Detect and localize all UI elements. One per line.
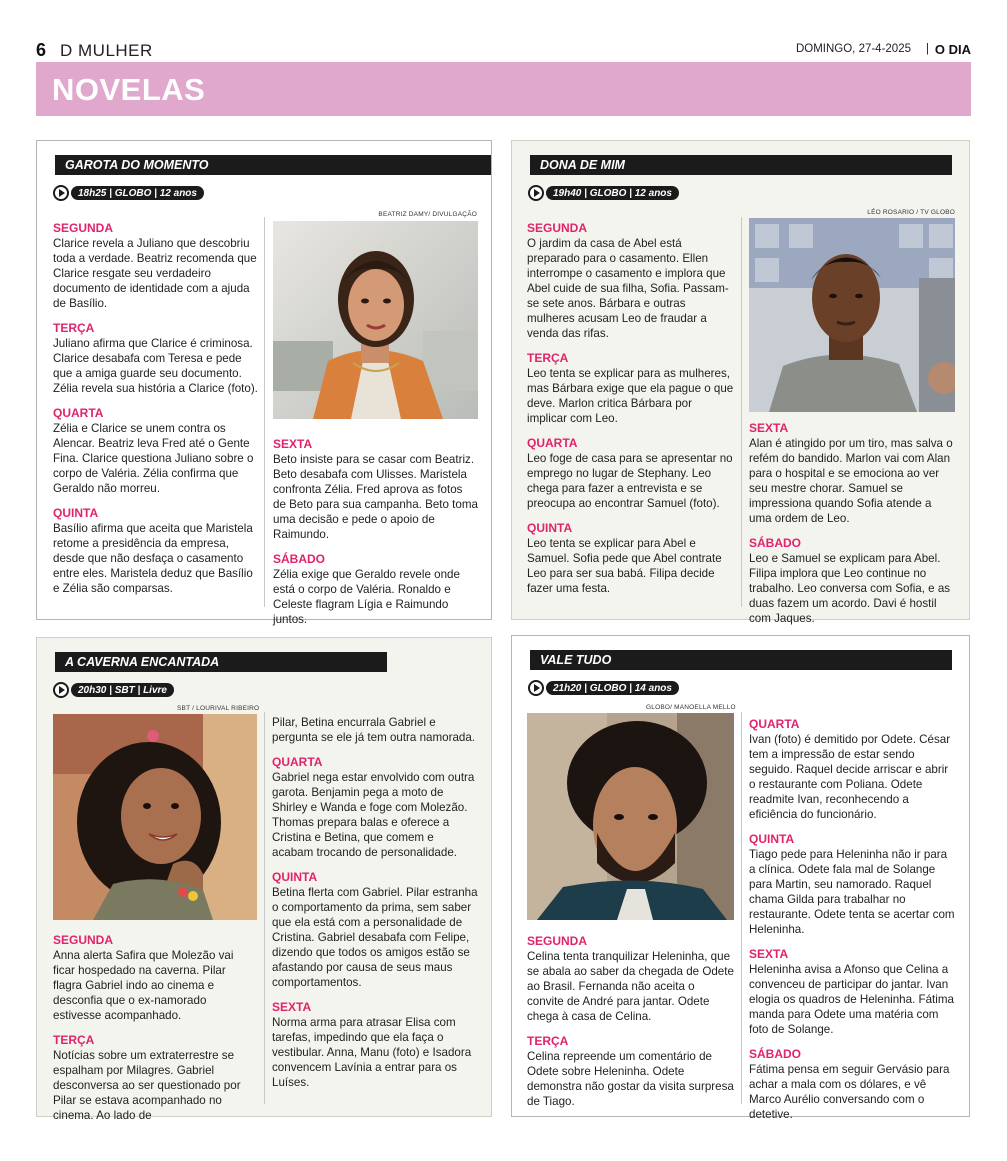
day-text: Fátima pensa em seguir Gervásio para achar a mala com os dólares, e vê Marco Aurélio conversando com o detetive. <box>749 1063 950 1121</box>
column-divider <box>264 217 265 607</box>
day-text: Leo tenta se explicar para as mulheres, mas Bárbara exige que ela pague o que deve. Marlon critica Bárbara por implicar com Leo. <box>527 367 734 425</box>
page-number: 6 <box>36 40 47 60</box>
page-header <box>36 40 971 60</box>
photo-credit: LÉO ROSARIO / TV GLOBO <box>867 209 955 216</box>
schedule-time: 18h25 | GLOBO | 12 anos <box>71 186 204 200</box>
day-label: QUARTA <box>272 755 323 769</box>
day-label: SÁBADO <box>273 552 326 566</box>
day-label: TERÇA <box>53 1033 95 1047</box>
day-label: SÁBADO <box>749 536 802 550</box>
day-label: SEXTA <box>749 947 789 961</box>
day-label: QUINTA <box>272 870 318 884</box>
day-label: QUARTA <box>749 717 800 731</box>
synopsis-column-right <box>749 421 955 626</box>
actress-photo <box>273 221 478 419</box>
day-label: QUARTA <box>53 406 104 420</box>
column-divider <box>741 712 742 1104</box>
synopsis-column-left <box>53 221 258 596</box>
day-text: Leo tenta se explicar para Abel e Samuel. Sofia pede que Abel contrate Leo para ser sua babá. Filipa decide fazer uma festa. <box>527 537 722 595</box>
day-label: QUINTA <box>749 832 795 846</box>
banner-title: NOVELAS <box>52 72 206 107</box>
day-label: SEGUNDA <box>527 221 588 235</box>
day-text: Zélia e Clarice se unem contra os Alencar. Beatriz leva Fred até o Gente Fina. Clarice questiona Juliano sobre o corpo de Valéria. Zélia confirma que Geraldo não morreu. <box>53 422 254 495</box>
novela-vale-tudo <box>511 635 970 1121</box>
day-label: TERÇA <box>527 1034 569 1048</box>
day-text: Celina tenta tranquilizar Heleninha, que se abala ao saber da chegada de Odete ao Brasil. Fernanda não aceita o convite de André para jantar. Odete chega à casa de Celina. <box>527 950 734 1023</box>
schedule-time: 21h20 | GLOBO | 14 anos <box>546 681 679 695</box>
day-text: Notícias sobre um extraterrestre se espalham por Milagres. Gabriel desconversa ao ser questionado por Pilar se estava acompanhado no cinema. Ao lado de <box>53 1049 241 1122</box>
novela-garota-do-momento <box>36 140 492 626</box>
day-label: SEXTA <box>273 437 313 451</box>
schedule-time: 20h30 | SBT | Livre <box>71 683 174 697</box>
column-divider <box>741 217 742 607</box>
day-text: O jardim da casa de Abel está preparado para o casamento. Ellen interrompe o casamento e implora que Abel cuide de sua filha, Sofia. Passam-se sete anos. Bárbara e outras mulheres acusam Leo de fraudar a venda das rifas. <box>527 237 729 340</box>
section-name: D MULHER <box>60 41 153 60</box>
day-text: Clarice revela a Juliano que descobriu toda a verdade. Beatriz recomenda que Clarice resgate seu verdadeiro documento de identidade com a ajuda de Basílio. <box>53 237 257 310</box>
day-label: QUINTA <box>527 521 573 535</box>
play-icon <box>528 680 544 696</box>
day-text-continued: Pilar, Betina encurrala Gabriel e pergunta se ele já tem outra namorada. <box>272 716 476 744</box>
schedule-bar <box>528 185 679 201</box>
synopsis-column-left <box>527 934 734 1109</box>
novela-a-caverna-encantada <box>36 637 492 1122</box>
day-label: SEXTA <box>749 421 789 435</box>
synopsis-column-right <box>272 715 478 1090</box>
photo-credit: BEATRIZ DAMY/ DIVULGAÇÃO <box>378 211 477 218</box>
day-label: TERÇA <box>53 321 95 335</box>
day-text: Betina flerta com Gabriel. Pilar estranha o comportamento da prima, sem saber que ela está com a personalidade de Cristina. Gabriel desabafa com Felipe, dizendo que todos os amigos estão se afastando por causa de seus maus comportamentos. <box>272 886 478 989</box>
day-text: Ivan (foto) é demitido por Odete. César tem a impressão de estar sendo seguido. Raquel decide arriscar e abrir o restaurante com Poliana. Odete readmite Ivan, reconhecendo a eficiência do funcionário. <box>749 733 951 821</box>
photo-credit: GLOBO/ MANOELLA MELLO <box>646 704 736 711</box>
day-text: Tiago pede para Heleninha não ir para a clínica. Odete fala mal de Solange para Martin, seu namorado. Raquel chama Gilda para trabalhar no restaurante. Odete tenta se acertar com Heleninha. <box>749 848 955 936</box>
day-label: SEXTA <box>272 1000 312 1014</box>
day-text: Juliano afirma que Clarice é criminosa. Clarice desabafa com Teresa e pede que a amiga guarde seu documento. Zélia revela sua história a Clarice (foto). <box>53 337 258 395</box>
play-icon <box>53 185 69 201</box>
newspaper-name: O DIA <box>934 42 971 57</box>
day-label: QUARTA <box>527 436 578 450</box>
header-separator: | <box>926 43 929 55</box>
day-label: QUINTA <box>53 506 99 520</box>
day-text: Heleninha avisa a Afonso que Celina a convenceu de participar do jantar. Ivan elogia os quadros de Heleninha. Fátima manda para Odete uma matéria com foto de Solange. <box>749 963 954 1036</box>
day-text: Gabriel nega estar envolvido com outra garota. Benjamin pega a moto de Shirley e Wanda e foge com Molezão. Thomas prepara balas e oferece a Cristina e Betina, que comem e acabam trocando de personalidade. <box>272 771 475 859</box>
day-text: Anna alerta Safira que Molezão vai ficar hospedado na caverna. Pilar flagra Gabriel indo ao cinema e desconfia que o ex-namorado estivesse acompanhado. <box>53 949 234 1022</box>
day-text: Alan é atingido por um tiro, mas salva o refém do bandido. Marlon vai com Alan para o hospital e se emociona ao ver seu mestre chorar. Samuel se impressiona quando Sofia atende a uma ordem de Leo. <box>749 437 953 525</box>
child-actress-photo <box>53 714 257 920</box>
photo-credit: SBT / LOURIVAL RIBEIRO <box>177 705 260 712</box>
novela-title: DONA DE MIM <box>530 155 952 175</box>
column-divider <box>264 712 265 1104</box>
actor-photo <box>527 713 734 920</box>
schedule-time: 19h40 | GLOBO | 12 anos <box>546 186 679 200</box>
schedule-bar <box>53 682 174 698</box>
play-icon <box>528 185 544 201</box>
novela-title: GAROTA DO MOMENTO <box>55 155 491 175</box>
novela-dona-de-mim <box>511 140 970 625</box>
day-text: Beto insiste para se casar com Beatriz. Beto desabafa com Ulisses. Maristela confronta Zélia. Fred aprova as fotos de Beto para sua campanha. Beto toma uma decisão e pede o apoio de Raimundo. <box>273 453 478 541</box>
novela-title: VALE TUDO <box>530 650 952 670</box>
day-text: Zélia exige que Geraldo revele onde está o corpo de Valéria. Ronaldo e Celeste flagram Lígia e Raimundo juntos. <box>273 568 460 626</box>
day-label: SEGUNDA <box>53 221 114 235</box>
schedule-bar <box>53 185 204 201</box>
synopsis-column-left <box>53 933 257 1123</box>
play-icon <box>53 682 69 698</box>
synopsis-column-left <box>527 221 735 596</box>
day-label: SEGUNDA <box>527 934 588 948</box>
day-text: Leo e Samuel se explicam para Abel. Filipa implora que Leo continue no trabalho. Leo conversa com Sofia, e as duas fazem um acordo. Davi é hostil com Jaques. <box>749 552 951 625</box>
day-label: TERÇA <box>527 351 569 365</box>
section-banner <box>36 62 971 116</box>
actor-photo <box>749 218 955 412</box>
novela-title: A CAVERNA ENCANTADA <box>55 652 387 672</box>
synopsis-column-right <box>749 717 956 1122</box>
issue-date: DOMINGO, 27-4-2025 <box>795 43 911 55</box>
day-text: Leo foge de casa para se apresentar no emprego no lugar de Stephany. Leo chega para fazer a entrevista e se preocupa ao encontrar Samuel (foto). <box>527 452 733 510</box>
day-label: SEGUNDA <box>53 933 114 947</box>
day-text: Basílio afirma que aceita que Maristela retome a presidência da empresa, desde que não desfaça o casamento entre eles. Maristela deduz que Basílio e Zélia são comparsas. <box>53 522 253 595</box>
synopsis-column-right <box>273 437 478 627</box>
day-text: Celina repreende um comentário de Odete sobre Heleninha. Odete demonstra não gostar da visita surpresa de Tiago. <box>527 1050 734 1108</box>
day-text: Norma arma para atrasar Elisa com tarefas, impedindo que ela faça o vestibular. Anna, Manu (foto) e Isadora convencem Lavínia a entrar para os Luíses. <box>272 1016 472 1089</box>
schedule-bar <box>528 680 679 696</box>
day-label: SÁBADO <box>749 1047 802 1061</box>
